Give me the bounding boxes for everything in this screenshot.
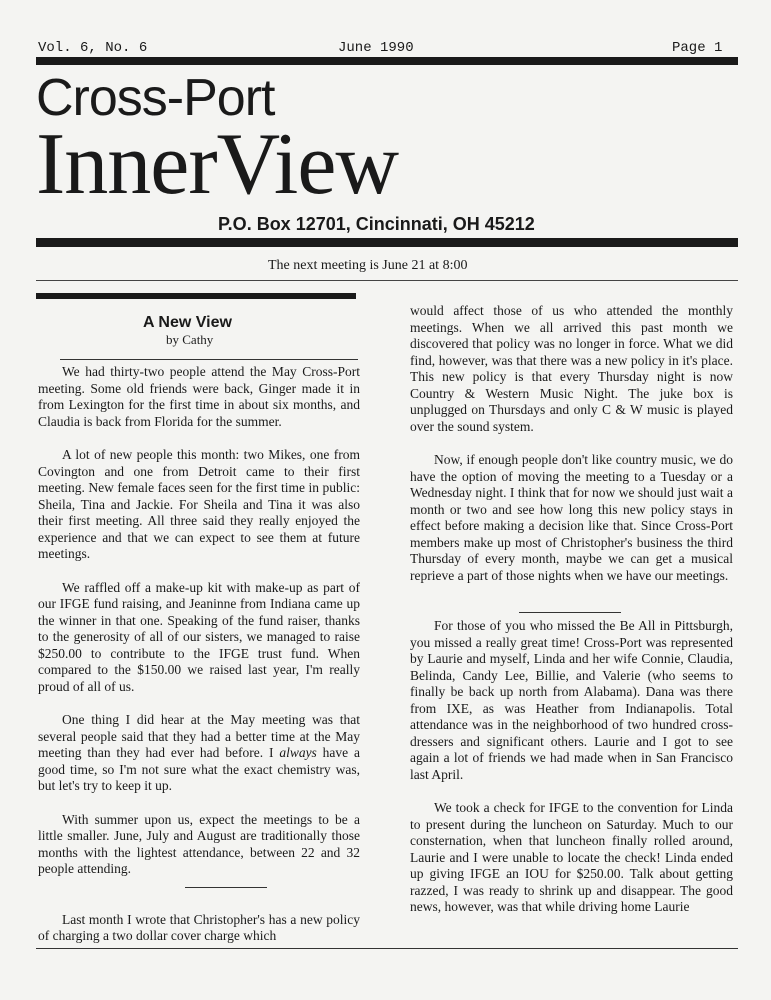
masthead-top-bar (36, 57, 738, 65)
page-number: Page 1 (672, 40, 723, 56)
section-divider (519, 612, 621, 613)
paragraph: For those of you who missed the Be All in Pittsburgh, you missed a really great time! Cross-Port was represented by Laurie and myself, Linda and her wife Connie, Claudia, Belinda, Candy Lee, Billie, and Valerie (who seems to finally be back up north from Alabama). Dana was there from IXE, as was Heather from Indianapolis. Total attendance was in the neighborhood of two hundred cross-dressers and significant others. Laurie and I got to see again a lot of friends we had made when in San Francisco last April. (410, 618, 733, 782)
text-run: One thing I did hear at the May meeting was that several people said that they had a better time at the May meeting than they had ever had before. I (38, 712, 360, 760)
byline-rule (60, 359, 358, 360)
emphasis-text: always (279, 745, 317, 760)
section-divider (185, 887, 267, 888)
paragraph: would affect those of us who attended the monthly meetings. When we all arrived this past month we discovered that policy was no longer in force. What we did find, however, was that there was a new policy in it's place. This new policy is that every Thursday night is now Country & Western Music Night. The juke box is unplugged on Thursdays and only C & W music is played over the sound system. (410, 303, 733, 434)
paragraph (38, 712, 360, 795)
paragraph: A lot of new people this month: two Mikes, one from Covington and one from Detroit came to their first meeting. New female faces seen for the first time in public: Sheila, Tina and Jackie. For Sheila and Tina it was also their first meeting. All three said they really enjoyed the experience and that we can expect to see them at future meetings. (38, 447, 360, 561)
column-header-bar (36, 293, 356, 299)
next-meeting-notice: The next meeting is June 21 at 8:00 (268, 258, 468, 273)
issue-date: June 1990 (338, 40, 414, 56)
mailing-address: P.O. Box 12701, Cincinnati, OH 45212 (218, 214, 535, 234)
paragraph: Last month I wrote that Christopher's has a new policy of charging a two dollar cover charge which (38, 911, 360, 943)
paragraph: Now, if enough people don't like country music, we do have the option of moving the meeting to a Tuesday or a Wednesday night. I think that for now we should just wait a month or two and see how long this new policy stays in effect before making a decision like that. Since Cross-Port members make up most of Christopher's business the third Thursday of every month, maybe we can get a musical reprieve a part of those nights when we have our meetings. (410, 452, 733, 583)
paragraph: We had thirty-two people attend the May Cross-Port meeting. Some old friends were back, Ginger made it in from Lexington for the first time in about six months, and Claudia is back from Florida for the summer. (38, 364, 360, 429)
article-column-left (38, 364, 360, 945)
masthead-bottom-bar (36, 238, 738, 247)
paragraph: With summer upon us, expect the meetings to be a little smaller. June, July and August are traditionally those months with the lightest attendance, between 22 and 32 people attending. (38, 811, 360, 876)
article-column-right (410, 303, 733, 916)
text-run: have a good time, so I'm not sure what the exact chemistry was, but let's try to keep it up. (38, 745, 360, 793)
paragraph: We raffled off a make-up kit with make-up as part of our IFGE fund raising, and Jeaninne from Indiana came up the winner in that one. Speaking of the fund raiser, thanks to the generosity of all of our sisters, we managed to raise $250.00 to contribute to the IFGE trust fund. When compared to the $150.00 we raised last year, I'm really proud of all of us. (38, 579, 360, 694)
paragraph: We took a check for IFGE to the convention for Linda to present during the luncheon on Saturday. Much to our consternation, when that luncheon finally rolled around, Laurie and I were unable to locate the check! Linda ended up giving IFGE an IOU for $250.00. Talk about getting razzed, I was ready to shrink up and disappear. The good news, however, was that while driving home Laurie (410, 800, 733, 914)
masthead-title-line2: InnerView (36, 116, 398, 213)
volume-number: Vol. 6, No. 6 (38, 40, 148, 56)
footer-rule (36, 948, 738, 949)
notice-divider (36, 280, 738, 281)
masthead-title-line1: Cross-Port (36, 69, 275, 127)
article-title: A New View (143, 314, 232, 331)
article-byline: by Cathy (166, 332, 214, 347)
